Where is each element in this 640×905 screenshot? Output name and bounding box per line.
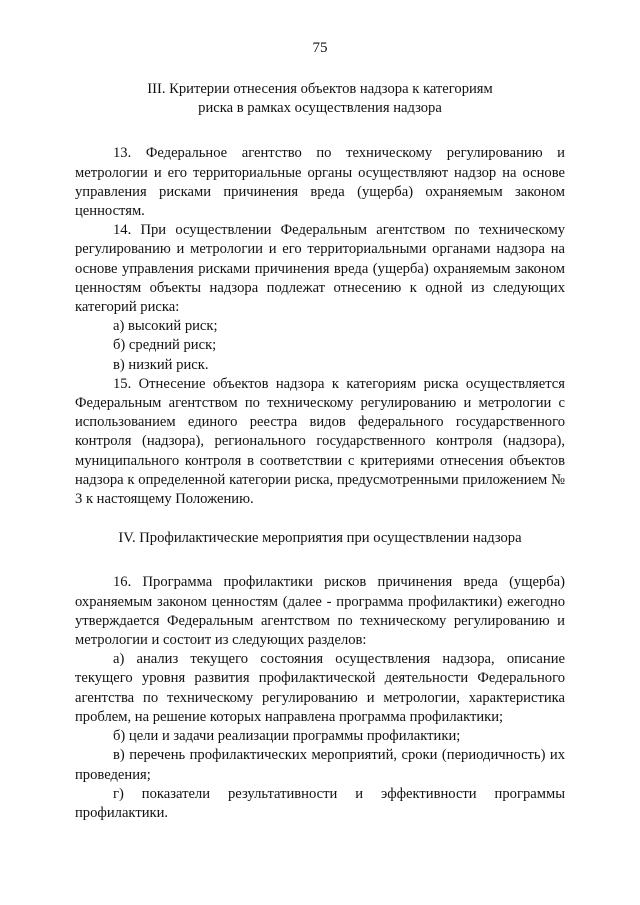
list-item-measures: в) перечень профилактических мероприятий, сроки (периодичность) их проведения; bbox=[75, 747, 565, 783]
list-item-medium-risk: б) средний риск; bbox=[113, 337, 217, 354]
section-3-heading-line-2: риска в рамках осуществления надзора bbox=[198, 100, 442, 117]
list-item-analysis: а) анализ текущего состояния осуществления надзора, описание текущего уровня развития профилактической деятельности Федерального агентства по техническому регулированию и метрологии, характеристика проблем, на решение которых направлена программа профилактики; bbox=[75, 651, 565, 725]
page-number: 75 bbox=[312, 40, 328, 56]
list-item-indicators: г) показатели результативности и эффективности программы профилактики. bbox=[75, 785, 565, 821]
section-4-heading: IV. Профилактические мероприятия при осуществлении надзора bbox=[118, 530, 522, 547]
document-body bbox=[75, 80, 565, 823]
paragraph-16: 16. Программа профилактики рисков причинения вреда (ущерба) охраняемым законом ценностям (далее - программа профилактики) ежегодно утверждается Федеральным агентством по техническому регулированию и метрологии и состоит из следующих разделов: bbox=[75, 574, 565, 649]
list-item-low-risk: в) низкий риск. bbox=[113, 356, 209, 373]
section-3-heading-line-1: III. Критерии отнесения объектов надзора к категориям bbox=[147, 81, 493, 97]
paragraph-15: 15. Отнесение объектов надзора к категориям риска осуществляется Федеральным агентством по техническому регулированию и метрологии с использованием единого реестра видов федерального государственного контроля (надзора), регионального государственного контроля (надзора), муниципального контроля в соответствии с критериями отнесения объектов надзора к определенной категории риска, предусмотренными приложением № 3 к настоящему Положению. bbox=[75, 375, 565, 508]
list-item-goals: б) цели и задачи реализации программы профилактики; bbox=[113, 728, 461, 745]
list-item-high-risk: а) высокий риск; bbox=[113, 318, 218, 335]
section-3-heading bbox=[75, 80, 565, 118]
paragraph-14: 14. При осуществлении Федеральным агентством по техническому регулированию и метрологии и его территориальными органами надзора на основе управления рисками причинения вреда (ущерба) охраняемым законом ценностям объекты надзора подлежат отнесению к одной из следующих категорий риска: bbox=[75, 222, 565, 316]
paragraph-13: 13. Федеральное агентство по техническому регулированию и метрологии и его территориальные органы осуществляют надзор на основе управления рисками причинения вреда (ущерба) охраняемым законом ценностям. bbox=[75, 145, 565, 220]
